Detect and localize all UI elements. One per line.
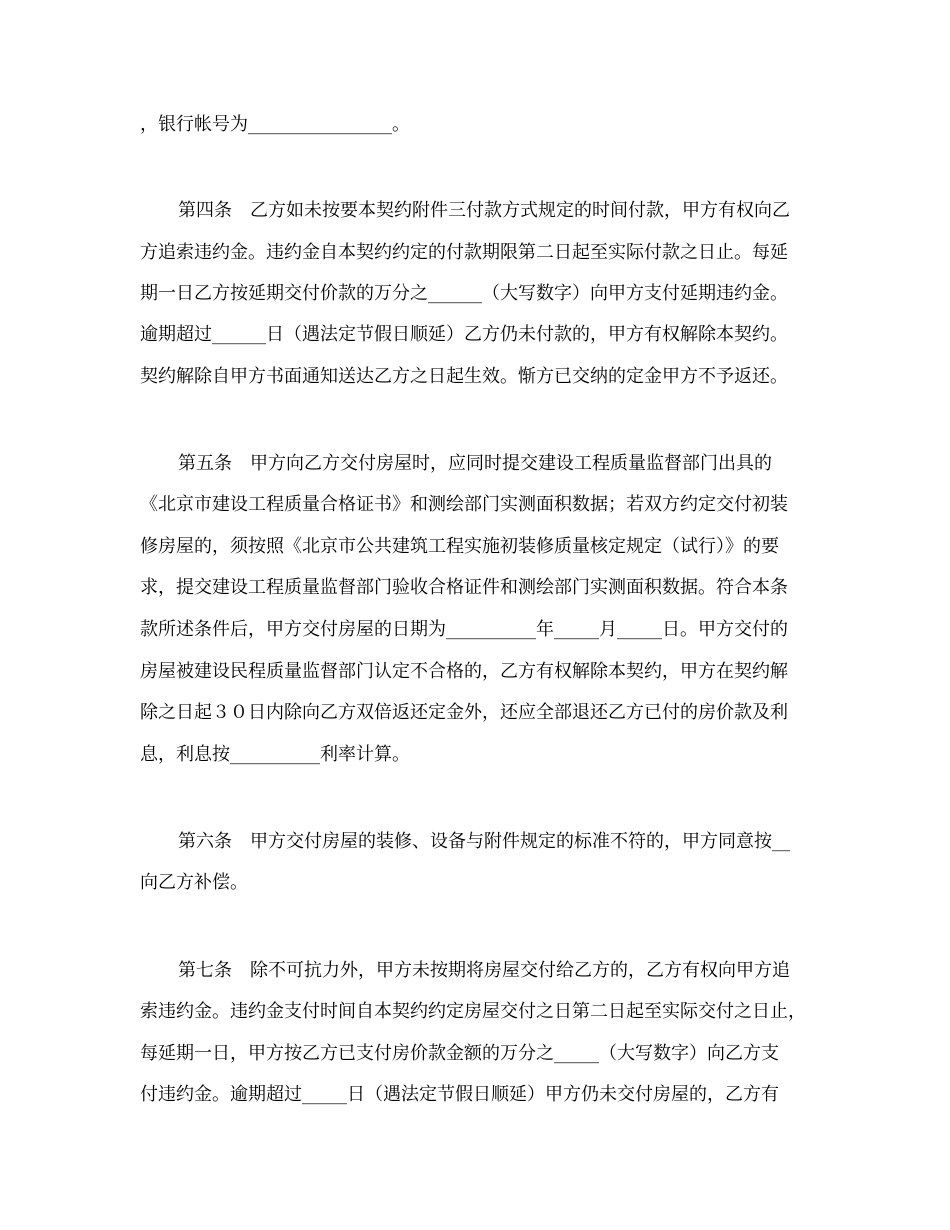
article-4-line-1: 第四条 乙方如未按要本契约附件三付款方式规定的时间付款，甲方有权向乙 [178,200,790,221]
article-4-line-5: 契约解除自甲方书面通知送达乙方之日起生效。惭方已交纳的定金甲方不予返还。 [140,366,788,387]
article-5-line-7: 除之日起３０日内除向乙方双倍返还定金外，还应全部退还乙方已付的房价款及利 [140,702,788,723]
article-5-line-4: 求，提交建设工程质量监督部门验收合格证件和测绘部门实测面积数据。符合本条 [140,577,788,598]
article-5-line-2: 《北京市建设工程质量合格证书》和测绘部门实测面积数据；若双方约定交付初装 [140,494,788,515]
article-4-line-2: 方追索违约金。违约金自本契约约定的付款期限第二日起至实际付款之日止。每延 [140,242,788,263]
article-6-line-2: 向乙方补偿。 [140,872,248,893]
article-7-line-3: 每延期一日，甲方按乙方已支付房价款金额的万分之_____（大写数字）向乙方支 [140,1043,779,1064]
article-4-line-3: 期一日乙方按延期交付价款的万分之______（大写数字）向甲方支付延期违约金。 [140,283,788,304]
article-6-line-1: 第六条 甲方交付房屋的装修、设备与附件规定的标准不符的，甲方同意按__ [178,831,790,852]
article-5-line-6: 房屋被建设民程质量监督部门认定不合格的，乙方有权解除本契约，甲方在契约解 [140,661,788,682]
text-line-bank-account: ，银行帐号为________________。 [140,114,410,135]
article-5-line-8: 息，利息按__________利率计算。 [140,744,410,765]
article-7-line-4: 付违约金。逾期超过_____日（遇法定节假日顺延）甲方仍未交付房屋的，乙方有 [140,1084,779,1105]
article-5-line-3: 修房屋的，须按照《北京市公共建筑工程实施初装修质量核定规定（试行）》的要 [140,536,779,557]
article-4-line-4: 逾期超过______日（遇法定节假日顺延）乙方仍未付款的，甲方有权解除本契约。 [140,324,788,345]
article-5-line-1: 第五条 甲方向乙方交付房屋时，应同时提交建设工程质量监督部门出具的 [178,453,772,474]
article-7-line-2: 索违约金。违约金支付时间自本契约约定房屋交付之日第二日起至实际交付之日止， [140,1001,806,1022]
article-7-line-1: 第七条 除不可抗力外，甲方未按期将房屋交付给乙方的，乙方有权向甲方追 [178,960,790,981]
article-5-line-5: 款所述条件后，甲方交付房屋的日期为__________年_____月_____日。甲方交付的 [140,619,788,640]
